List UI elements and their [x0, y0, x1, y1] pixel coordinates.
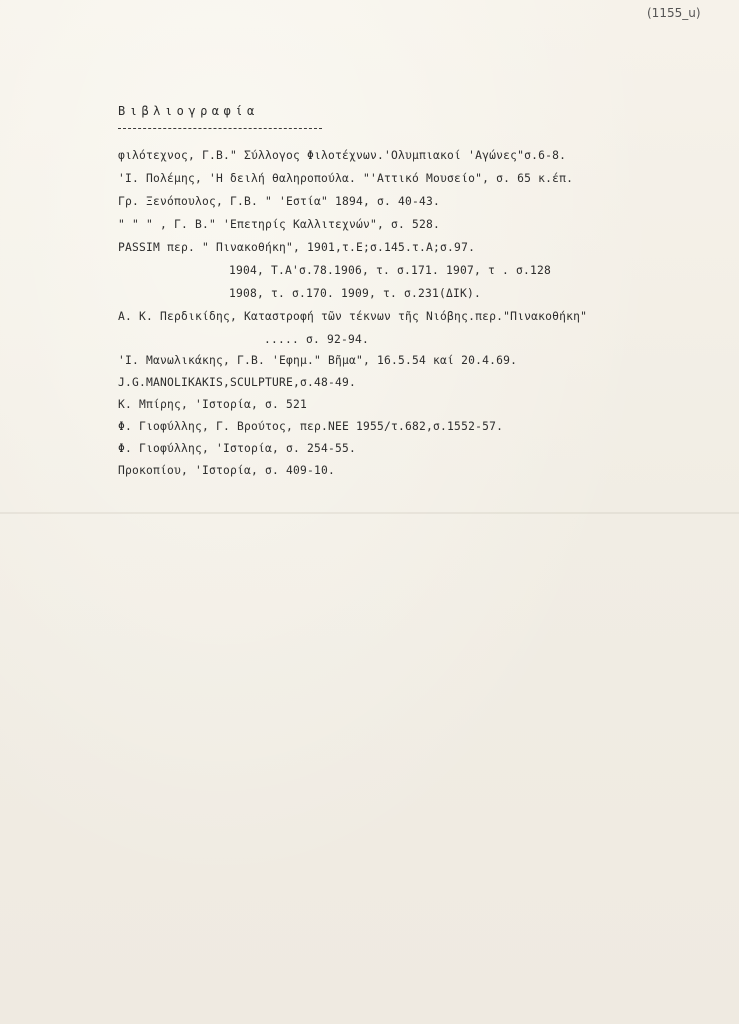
bibliography-entry: φιλότεχνος, Γ.Β." Σύλλογος Φιλοτέχνων.'Ολυμπιακοί 'Αγώνες"σ.6-8.	[118, 149, 567, 162]
bibliography-entry-continuation: ..... σ. 92-94.	[264, 333, 370, 346]
bibliography-entry: Προκοπίου, 'Ιστορία, σ. 409-10.	[118, 464, 336, 477]
page-heading: Βιβλιογραφία	[118, 104, 259, 118]
paper-fold-line	[0, 512, 739, 514]
bibliography-entry: Α. Κ. Περδικίδης, Καταστροφή τῶν τέκνων τῆς Νιόβης.περ."Πινακοθήκη"	[118, 310, 588, 323]
heading-underline	[118, 128, 322, 129]
bibliography-entry-continuation: 1904, Τ.Α'σ.78.1906, τ. σ.171. 1907, τ . σ.128	[229, 264, 552, 277]
bibliography-entry: Φ. Γιοφύλλης, 'Ιστορία, σ. 254-55.	[118, 442, 357, 455]
bibliography-entry: 'Ι. Πολέμης, 'Η δειλή θαληροπούλα. "'Αττικό Μουσείο", σ. 65 κ.έπ.	[118, 172, 574, 185]
bibliography-entry: J.G.MANOLIKAKIS,SCULPTURE,σ.48-49.	[118, 376, 357, 389]
bibliography-entry: Φ. Γιοφύλλης, Γ. Βρούτος, περ.ΝΕΕ 1955/τ.682,σ.1552-57.	[118, 420, 504, 433]
bibliography-entry-continuation: 1908, τ. σ.170. 1909, τ. σ.231(ΔΙΚ).	[229, 287, 482, 300]
bibliography-entry: 'Ι. Μανωλικάκης, Γ.Β. 'Εφημ." Βῆμα", 16.5.54 καί 20.4.69.	[118, 354, 518, 367]
bibliography-entry: " " " , Γ. Β." 'Επετηρίς Καλλιτεχνών", σ. 528.	[118, 218, 441, 231]
archive-reference-note: (1155_u)	[647, 6, 701, 20]
bibliography-entry: Γρ. Ξενόπουλος, Γ.Β. " 'Εστία" 1894, σ. 40-43.	[118, 195, 441, 208]
bibliography-entry: PASSIM περ. " Πινακοθήκη", 1901,τ.Ε;σ.145.τ.Α;σ.97.	[118, 241, 476, 254]
bibliography-entry: Κ. Μπίρης, 'Ιστορία, σ. 521	[118, 398, 308, 411]
